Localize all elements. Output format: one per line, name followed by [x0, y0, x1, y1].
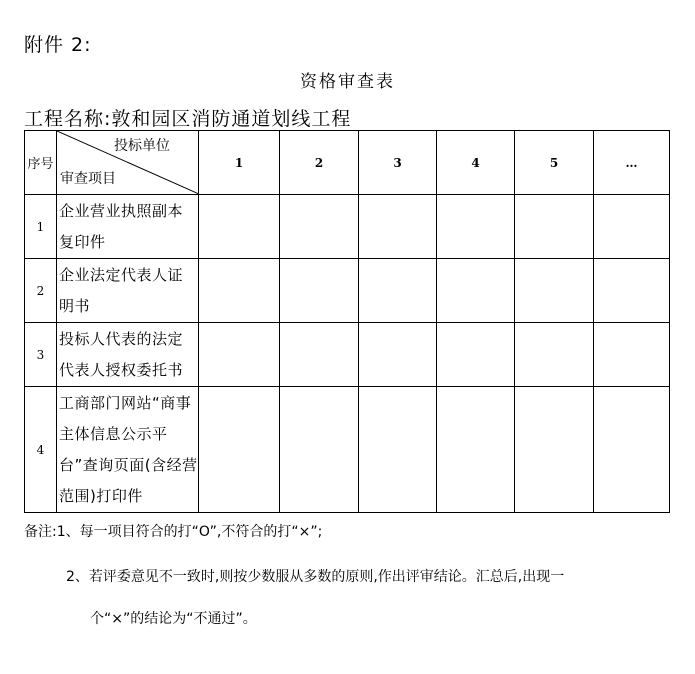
- row-item: 投标人代表的法定代表人授权委托书: [57, 323, 199, 387]
- qualification-table: [24, 130, 670, 513]
- check-cell[interactable]: [359, 323, 437, 387]
- item-header: 审查项目: [60, 171, 116, 187]
- check-cell[interactable]: [515, 195, 594, 259]
- note-line-3: 个“×”的结论为“不通过”。: [90, 611, 257, 627]
- seq-header: 序号: [25, 131, 57, 195]
- bidder-col-3: 3: [359, 131, 437, 195]
- bidder-col-more: …: [594, 131, 670, 195]
- check-cell[interactable]: [437, 259, 515, 323]
- check-cell[interactable]: [359, 387, 437, 513]
- check-cell[interactable]: [437, 195, 515, 259]
- attachment-label: 附件 2:: [24, 34, 92, 56]
- bidder-col-1: 1: [199, 131, 280, 195]
- row-item: 企业营业执照副本复印件: [57, 195, 199, 259]
- check-cell[interactable]: [515, 387, 594, 513]
- check-cell[interactable]: [515, 323, 594, 387]
- bidder-header: 投标单位: [114, 138, 170, 154]
- table-row: [25, 259, 670, 323]
- bidder-col-4: 4: [437, 131, 515, 195]
- diagonal-header-cell: [57, 131, 199, 195]
- check-cell[interactable]: [280, 387, 359, 513]
- check-cell[interactable]: [199, 387, 280, 513]
- check-cell[interactable]: [594, 195, 670, 259]
- row-seq: 2: [25, 259, 57, 323]
- project-name: 工程名称:敦和园区消防通道划线工程: [24, 108, 352, 130]
- form-title: 资格审查表: [300, 72, 395, 92]
- table-row: [25, 387, 670, 513]
- bidder-col-2: 2: [280, 131, 359, 195]
- table-row: [25, 323, 670, 387]
- check-cell[interactable]: [594, 323, 670, 387]
- check-cell[interactable]: [359, 195, 437, 259]
- check-cell[interactable]: [594, 259, 670, 323]
- check-cell[interactable]: [199, 259, 280, 323]
- check-cell[interactable]: [515, 259, 594, 323]
- row-item: 工商部门网站“商事主体信息公示平台”查询页面(含经营范围)打印件: [57, 387, 199, 513]
- header-row: [25, 131, 670, 195]
- row-seq: 1: [25, 195, 57, 259]
- check-cell[interactable]: [199, 323, 280, 387]
- check-cell[interactable]: [280, 259, 359, 323]
- table-row: [25, 195, 670, 259]
- row-seq: 3: [25, 323, 57, 387]
- row-seq: 4: [25, 387, 57, 513]
- bidder-col-5: 5: [515, 131, 594, 195]
- check-cell[interactable]: [280, 195, 359, 259]
- check-cell[interactable]: [594, 387, 670, 513]
- check-cell[interactable]: [359, 259, 437, 323]
- check-cell[interactable]: [280, 323, 359, 387]
- check-cell[interactable]: [437, 387, 515, 513]
- check-cell[interactable]: [199, 195, 280, 259]
- note-line-1: 备注:1、每一项目符合的打“O”,不符合的打“×”;: [24, 524, 323, 540]
- check-cell[interactable]: [437, 323, 515, 387]
- row-item: 企业法定代表人证明书: [57, 259, 199, 323]
- note-line-2: 2、若评委意见不一致时,则按少数服从多数的原则,作出评审结论。汇总后,出现一: [66, 569, 565, 585]
